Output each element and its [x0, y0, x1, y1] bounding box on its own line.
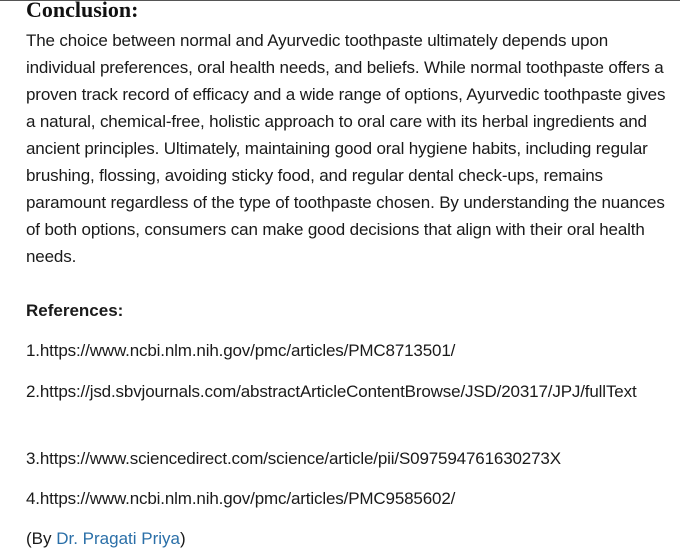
reference-item-2: 2.https://jsd.sbvjournals.com/abstractArticleContentBrowse/JSD/20317/JPJ/fullText — [26, 382, 637, 401]
conclusion-paragraph: The choice between normal and Ayurvedic toothpaste ultimately depends upon individual preferences, oral health needs, and beliefs. While normal toothpaste offers a proven track record of efficacy and a wide range of options, Ayurvedic toothpaste gives a natural, chemical-free, holistic approach to oral care with its herbal ingredients and ancient principles. Ultimately, maintaining good oral hygiene habits, including regular brushing, flossing, avoiding sticky food, and regular dental check-ups, remains paramount regardless of the type of toothpaste chosen. By understanding the nuances of both options, consumers can make good decisions that align with their oral health needs. — [26, 31, 666, 266]
references-heading: References: — [26, 301, 124, 320]
conclusion-heading: Conclusion: — [26, 0, 139, 22]
reference-item-1: 1.https://www.ncbi.nlm.nih.gov/pmc/articles/PMC8713501/ — [26, 341, 456, 360]
author-byline — [26, 525, 186, 552]
reference-item-3: 3.https://www.sciencedirect.com/science/article/pii/S097594761630273X — [26, 449, 561, 468]
byline-suffix: ) — [180, 529, 186, 548]
reference-item-4: 4.https://www.ncbi.nlm.nih.gov/pmc/articles/PMC9585602/ — [26, 489, 456, 508]
byline-prefix: (By — [26, 529, 57, 548]
author-link[interactable]: Dr. Pragati Priya — [56, 529, 180, 548]
